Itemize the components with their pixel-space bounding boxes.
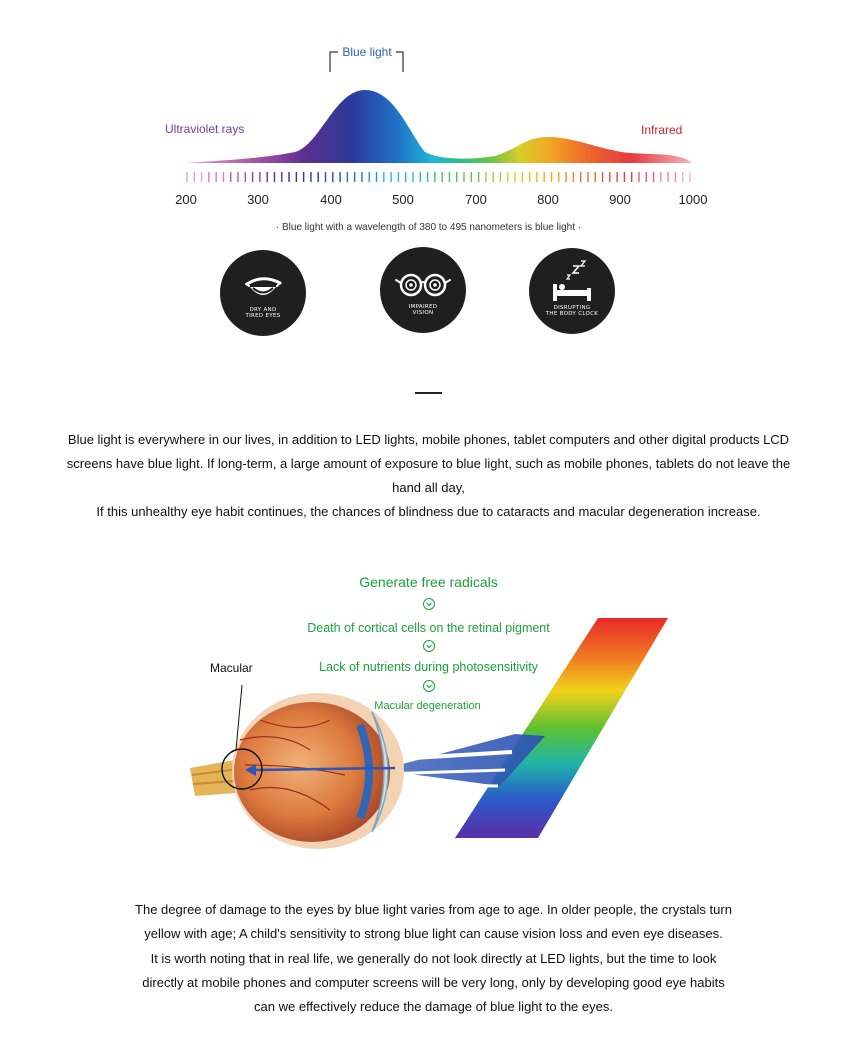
effect-label-line1: DRY AND xyxy=(249,307,277,313)
spectrum-curve xyxy=(185,90,692,163)
effect-label-line2: THE BODY CLOCK xyxy=(545,311,599,317)
eye-damage-section xyxy=(0,560,857,880)
chevron-down-icon xyxy=(423,598,435,610)
flow-step-3: Lack of nutrients during photosensitivity xyxy=(319,660,538,674)
flow-step-4: Macular degeneration xyxy=(374,700,481,712)
closing-line: directly at mobile phones and computer screens will be very long, only by developing good eye habits xyxy=(142,974,725,990)
infrared-label: Infrared xyxy=(641,123,683,137)
effect-label-line1: IMPAIRED xyxy=(408,304,438,310)
tired-eye-icon xyxy=(220,250,306,336)
tick-label: 700 xyxy=(465,192,487,207)
flow-step-1: Generate free radicals xyxy=(359,574,498,590)
effect-label-line1: DISRUPTING xyxy=(553,305,591,311)
spectrum-ticks xyxy=(187,172,690,182)
blue-light-label: Blue light xyxy=(342,45,392,59)
intro-paragraph xyxy=(50,428,807,524)
tick-label: 300 xyxy=(247,192,269,207)
intro-line: hand all day, xyxy=(392,480,465,495)
glasses-icon xyxy=(380,247,466,333)
macular-label: Macular xyxy=(210,661,253,675)
ultraviolet-label: Ultraviolet rays xyxy=(165,122,245,136)
tick-label: 1000 xyxy=(678,192,708,207)
flow-step-2: Death of cortical cells on the retinal pigment xyxy=(307,621,550,635)
effect-dry-tired-eyes xyxy=(220,250,306,336)
bed-sleep-icon xyxy=(529,248,615,334)
intro-line: Blue light is everywhere in our lives, in addition to LED lights, mobile phones, tablet computers and other digital products LCD xyxy=(67,432,790,447)
tick-label: 400 xyxy=(320,192,342,207)
chevron-down-icon xyxy=(423,680,435,692)
closing-line: yellow with age; A child's sensitivity to strong blue light can cause vision loss and even eye diseases. xyxy=(144,926,723,942)
closing-line: It is worth noting that in real life, we generally do not look directly at LED lights, but the time to look xyxy=(150,950,717,966)
closing-line: The degree of damage to the eyes by blue light varies from age to age. In older people, the crystals turn xyxy=(135,902,732,917)
effect-disrupting-body-clock xyxy=(529,248,615,334)
tick-label: 800 xyxy=(537,192,559,207)
section-divider xyxy=(415,392,442,394)
closing-line: can we effectively reduce the damage of blue light to the eyes. xyxy=(254,999,613,1015)
closing-paragraph xyxy=(100,898,767,1019)
tick-label: 200 xyxy=(175,192,197,207)
effect-label-line2: TIRED EYES xyxy=(245,313,281,319)
chevron-down-icon xyxy=(423,640,435,652)
light-spectrum-band xyxy=(455,618,668,838)
blue-light-caption: · Blue light with a wavelength of 380 to 495 nanometers is blue light · xyxy=(275,222,582,233)
tick-label: 900 xyxy=(609,192,631,207)
effect-impaired-vision xyxy=(380,247,466,333)
intro-line: screens have blue light. If long-term, a large amount of exposure to blue light, such as mobile phones, tablets do not leave the xyxy=(66,456,791,471)
effect-label-line2: VISION xyxy=(412,310,434,316)
tick-label: 500 xyxy=(392,192,414,207)
spectrum-section xyxy=(0,0,857,380)
spectrum-graphic xyxy=(0,0,857,260)
intro-line: If this unhealthy eye habit continues, the chances of blindness due to cataracts and macular degeneration increase. xyxy=(96,504,761,519)
